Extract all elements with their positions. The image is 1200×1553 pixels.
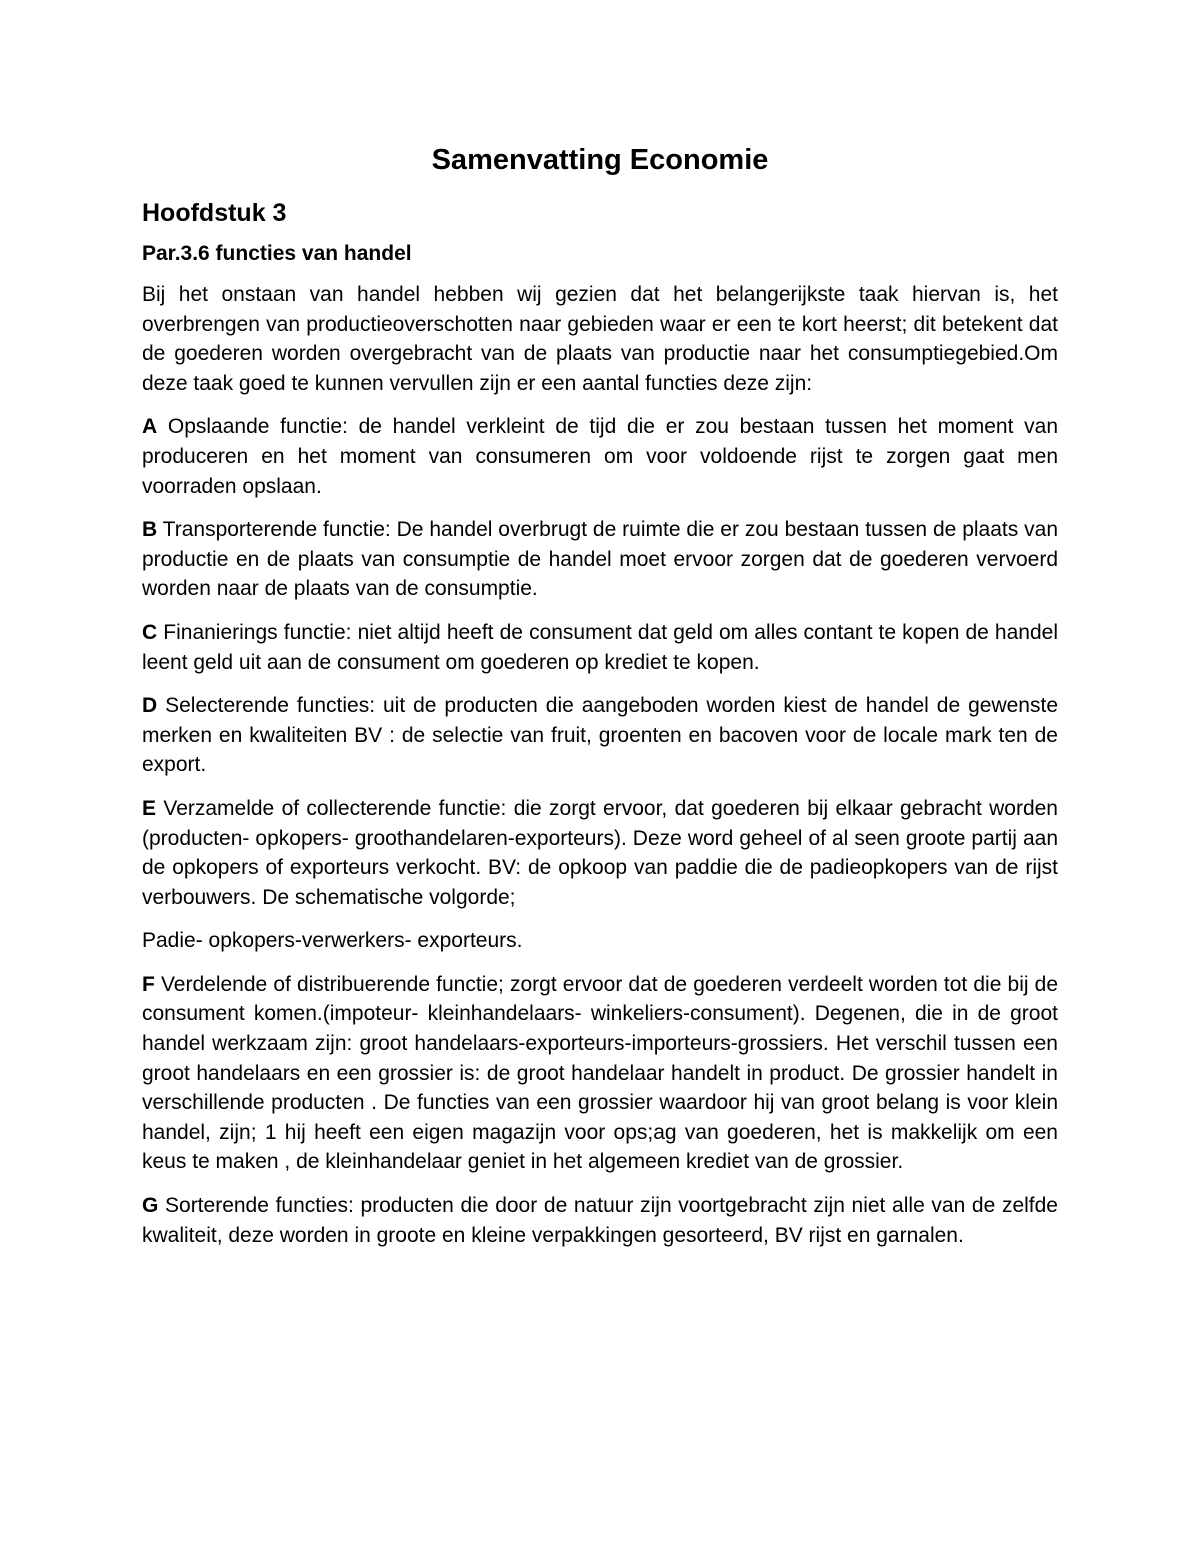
- function-a-paragraph: [142, 412, 1058, 501]
- function-text: Sorterende functies: producten die door de natuur zijn voortgebracht zijn niet alle van de zelfde kwaliteit, deze worden in groote en kleine verpakkingen gesorteerd, BV rijst en garnalen.: [142, 1194, 1058, 1247]
- function-letter: A: [142, 415, 158, 439]
- function-letter: E: [142, 796, 157, 820]
- function-letter: C: [142, 620, 158, 644]
- function-text: Opslaande functie: de handel verkleint de tijd die er zou bestaan tussen het moment van produceren en het moment van consumeren om voor voldoende rijst te zorgen gaat men voorraden opslaan.: [142, 415, 1058, 498]
- function-b-paragraph: [142, 515, 1058, 604]
- document-title: Samenvatting Economie: [431, 144, 769, 176]
- function-text: Selecterende functies: uit de producten die aangeboden worden kiest de handel de gewenste merken en kwaliteiten BV : de selectie van fruit, groenten en bacoven voor de locale mark ten de export.: [142, 694, 1058, 777]
- section-heading: Par.3.6 functies van handel: [142, 242, 412, 265]
- function-c-paragraph: [142, 618, 1058, 677]
- function-letter: B: [142, 518, 158, 542]
- function-letter: G: [142, 1194, 159, 1218]
- sequence-paragraph: Padie- opkopers-verwerkers- exporteurs.: [142, 929, 523, 953]
- chapter-heading: Hoofdstuk 3: [142, 199, 287, 227]
- function-text: Transporterende functie: De handel overbrugt de ruimte die er zou bestaan tussen de plaats van productie en de plaats van consumptie de handel moet ervoor zorgen dat de goederen vervoerd worden naar de plaats van de consumptie.: [142, 518, 1058, 601]
- function-f-paragraph: [142, 970, 1058, 1177]
- function-d-paragraph: [142, 691, 1058, 780]
- function-text: Verzamelde of collecterende functie: die zorgt ervoor, dat goederen bij elkaar gebracht worden (producten- opkopers- groothandelaren-exporteurs). Deze word geheel of al seen groote partij aan de opkopers of exporteurs verkocht. BV: de opkoop van paddie die de padieopkopers van de rijst verbouwers. De schematische volgorde;: [142, 796, 1058, 909]
- function-letter: F: [142, 972, 155, 996]
- function-text: Finanierings functie: niet altijd heeft de consument dat geld om alles contant te kopen de handel leent geld uit aan de consument om goederen op krediet te kopen.: [142, 620, 1058, 674]
- function-text: Verdelende of distribuerende functie; zorgt ervoor dat de goederen verdeelt worden tot die bij de consument komen.(impoteur- kleinhandelaars- winkeliers-consument). Degenen, die in de groot handel werkzaam zijn: groot handelaars-exporteurs-importeurs-grossiers. Het verschil tussen een groot handelaars en een grossier is: de groot handelaar handelt in product. De grossier handelt in verschillende producten . De functies van een grossier waardoor hij van groot belang is voor klein handel, zijn; 1 hij heeft een eigen magazijn voor ops;ag van goederen, het is makkelijk om een keus te maken , de kleinhandelaar geniet in het algemeen krediet van de grossier.: [142, 972, 1058, 1174]
- function-e-paragraph: [142, 794, 1058, 912]
- function-letter: D: [142, 694, 158, 718]
- function-g-paragraph: [142, 1191, 1058, 1250]
- intro-paragraph: Bij het onstaan van handel hebben wij gezien dat het belangerijkste taak hiervan is, het overbrengen van productieoverschotten naar gebieden waar er een te kort heerst; dit betekent dat de goederen worden overgebracht van de plaats van productie naar het consumptiegebied.Om deze taak goed te kunnen vervullen zijn er een aantal functies deze zijn:: [142, 283, 1058, 395]
- document-page: [142, 138, 1058, 1264]
